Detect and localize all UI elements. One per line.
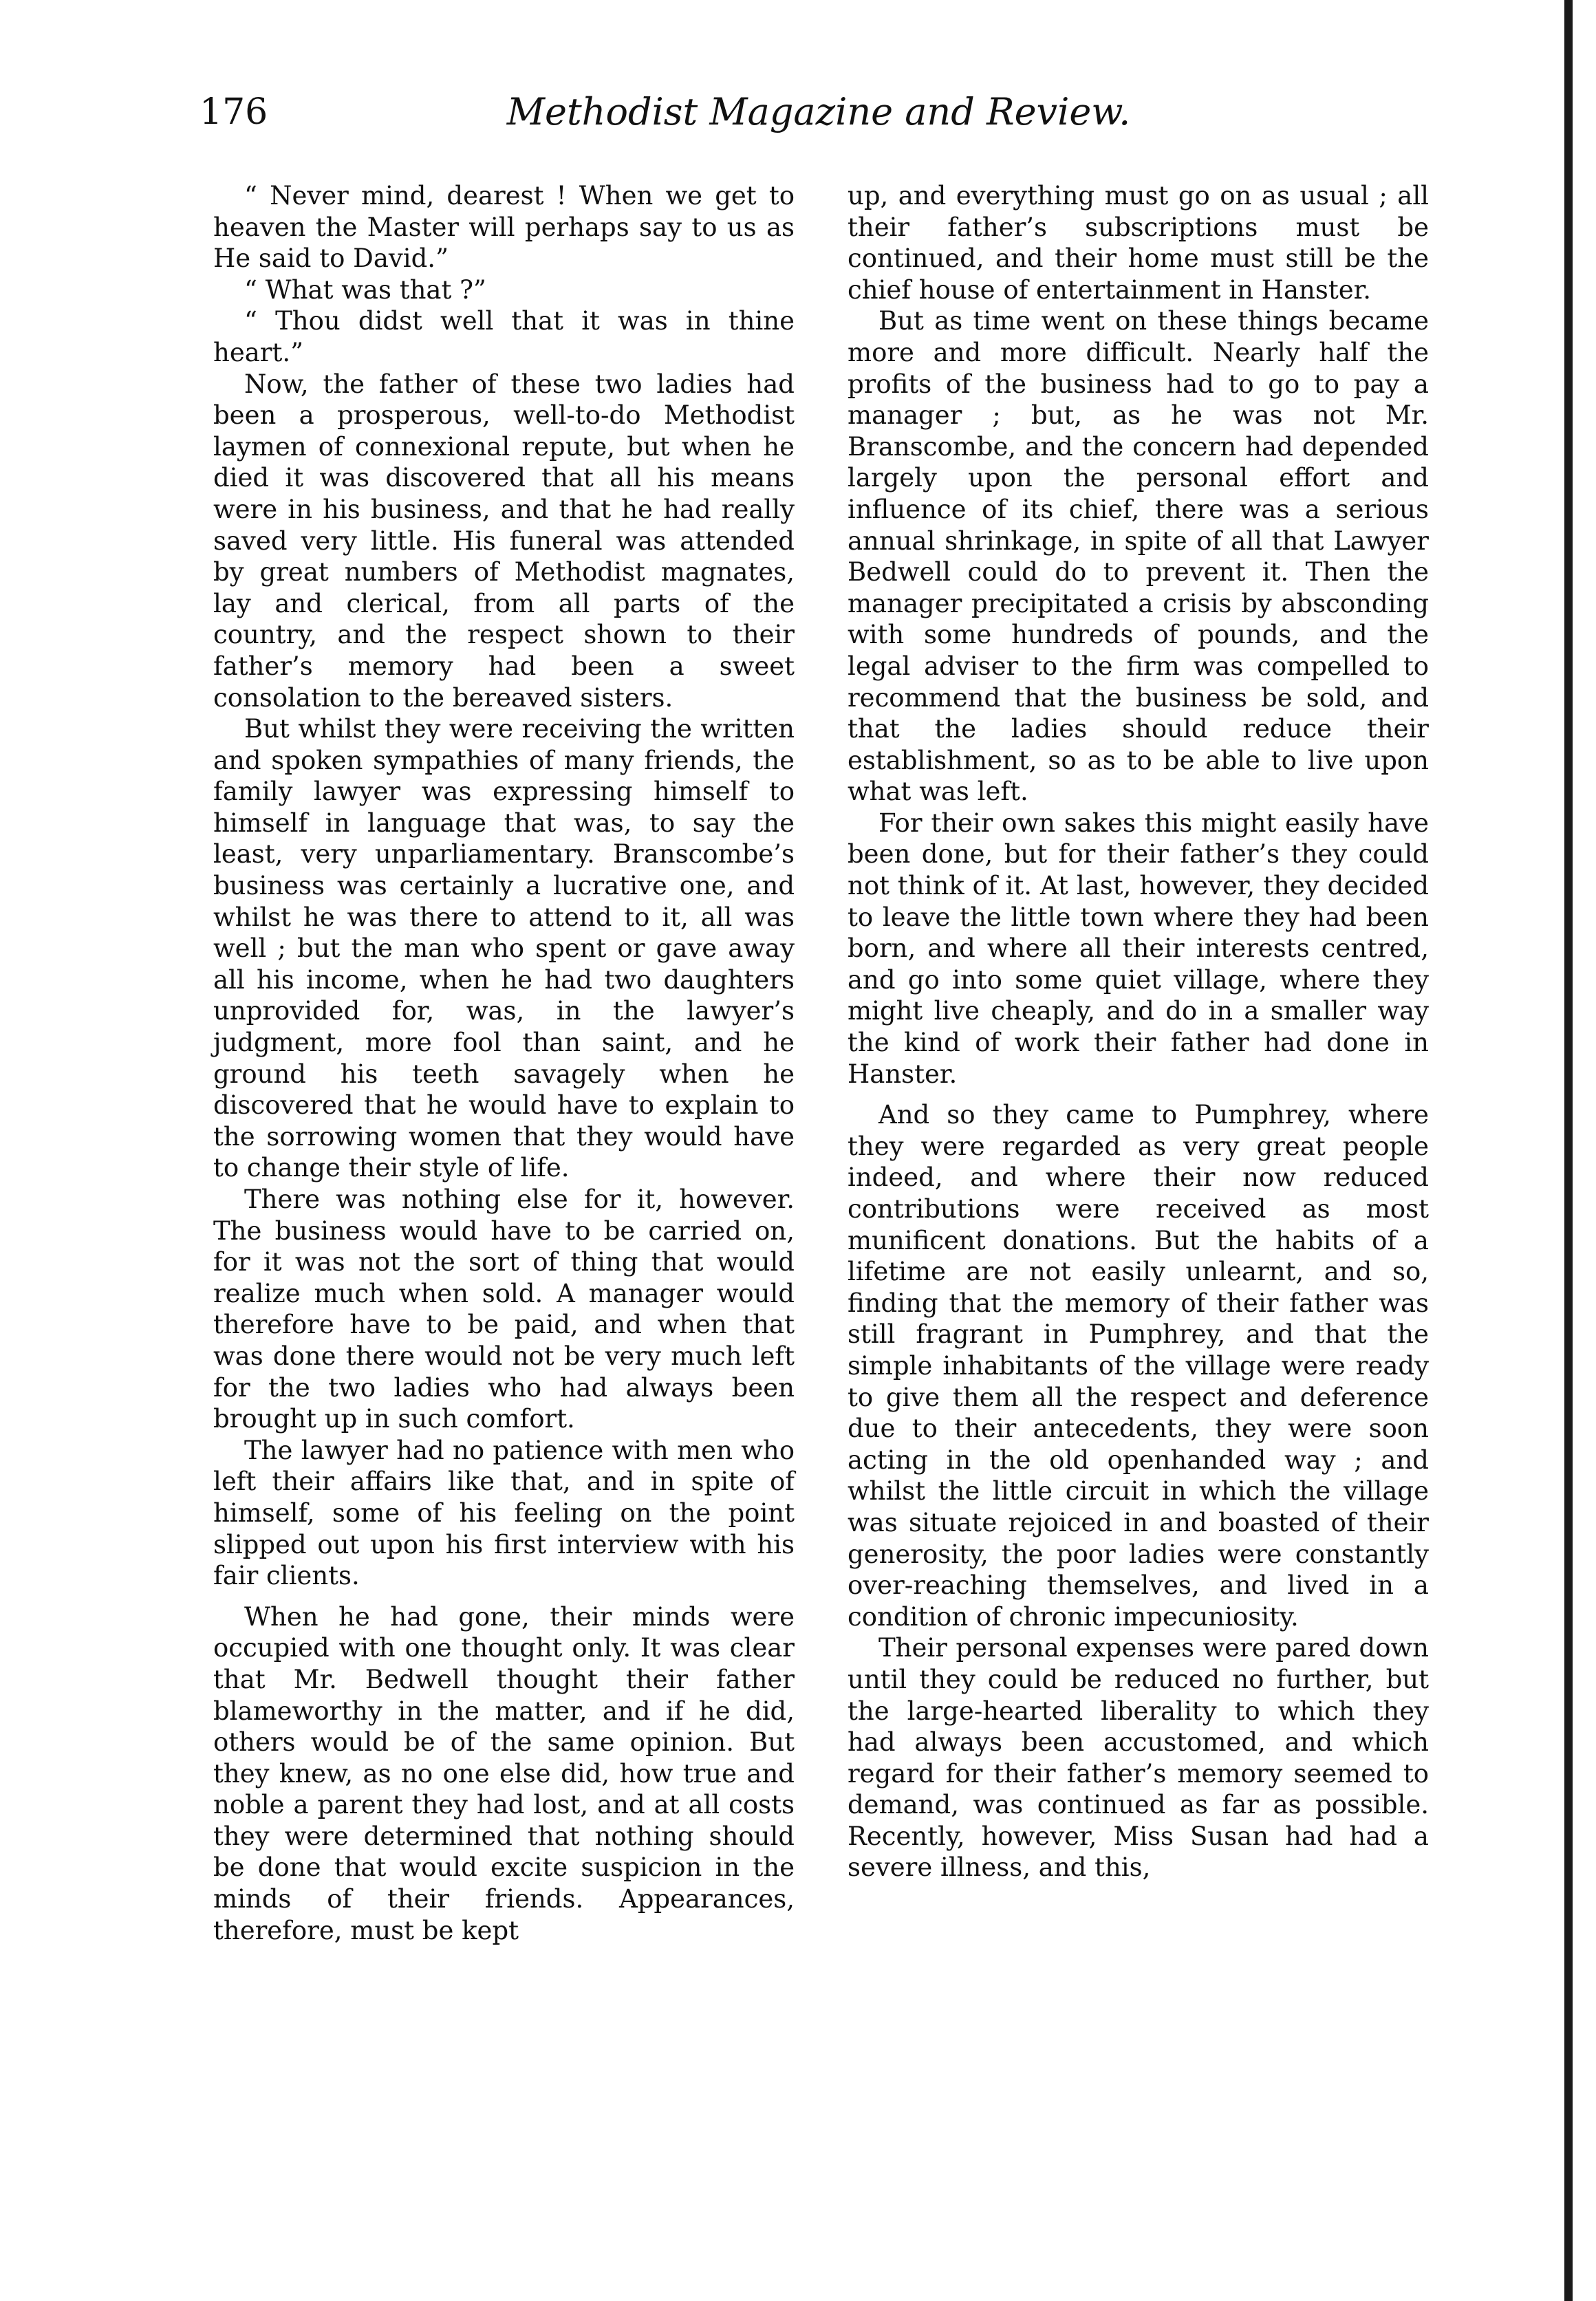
page-number: 176 [200, 91, 268, 133]
paragraph: “ Thou didst well that it was in thine heart.” [213, 306, 795, 367]
running-header [200, 88, 1438, 136]
paragraph: When he had gone, their minds were occupied with one thought only. It was clear that Mr. Bedwell thought their father blameworthy in the matter, and if he did, others would be of the same opinion. But they knew, as no one else did, how true and noble a parent they had lost, and at all costs they were determined that nothing should be done that would excite suspicion in the minds of their friends. Appearances, therefore, must be kept [213, 1601, 795, 1945]
binding-edge [1564, 0, 1573, 2301]
paragraph: But as time went on these things became more and more difficult. Nearly half the profits of the business had to go to pay a manager ; but, as he was not Mr. Branscombe, and the concern had depended largely upon the personal effort and influence of its chief, there was a serious annual shrinkage, in spite of all that Lawyer Bedwell could do to prevent it. Then the manager precipitated a crisis by absconding with some hundreds of pounds, and the legal adviser to the firm was compelled to recommend that the business be sold, and that the ladies should reduce their establishment, so as to be able to live upon what was left. [848, 306, 1429, 807]
paragraph-continued: up, and everything must go on as usual ; all their father’s subscriptions must be continued, and their home must still be the chief house of entertainment in Hanster. [848, 181, 1429, 305]
running-title: Methodist Magazine and Review. [506, 90, 1131, 133]
paragraph: The lawyer had no patience with men who left their affairs like that, and in spite of himself, some of his feeling on the point slipped out upon his first interview with his fair clients. [213, 1435, 795, 1591]
paragraph: There was nothing else for it, however. The business would have to be carried on, for it was not the sort of thing that would realize much when sold. A manager would therefore have to be paid, and when that was done there would not be very much left for the two ladies who had always been brought up in such comfort. [213, 1185, 795, 1434]
paragraph: Now, the father of these two ladies had been a prosperous, well-to-do Methodist laymen of connexional repute, but when he died it was discovered that all his means were in his business, and that he had really saved very little. His funeral was attended by great numbers of Methodist magnates, lay and clerical, from all parts of the country, and the respect shown to their father’s memory had been a sweet consolation to the bereaved sisters. [213, 369, 795, 713]
paragraph: For their own sakes this might easily have been done, but for their father’s they could not think of it. At last, however, they decided to leave the little town where they had been born, and where all their interests centred, and go into some quiet village, where they might live cheaply, and do in a smaller way the kind of work their father had done in Hanster. [848, 808, 1429, 1089]
paragraph: “ Never mind, dearest ! When we get to heaven the Master will perhaps say to us as He said to David.” [213, 181, 795, 274]
paragraph: Their personal expenses were pared down until they could be reduced no further, but the large-hearted liberality to which they had always been accustomed, and which regard for their father’s memory seemed to demand, was continued as far as possible. Recently, however, Miss Susan had had a severe illness, and this, [848, 1633, 1429, 1883]
left-column [213, 180, 795, 1946]
paragraph: “ What was that ?” [244, 274, 486, 305]
paragraph: And so they came to Pumphrey, where they were regarded as very great people indeed, and where their now reduced contributions were received as most munificent donations. But the habits of a lifetime are not easily unlearnt, and so, finding that the memory of their father was still fragrant in Pumphrey, and that the simple inhabitants of the village were ready to give them all the respect and deference due to their antecedents, they were soon acting in the old openhanded way ; and whilst the little circuit in which the village was situate rejoiced in and boasted of their generosity, the poor ladies were constantly over-reaching themselves, and lived in a condition of chronic impecuniosity. [848, 1100, 1429, 1632]
paragraph: But whilst they were receiving the written and spoken sympathies of many friends, the family lawyer was expressing himself to himself in language that was, to say the least, very unparliamentary. Branscombe’s business was certainly a lucrative one, and whilst he was there to attend to it, all was well ; but the man who spent or gave away all his income, when he had two daughters unprovided for, was, in the lawyer’s judgment, more fool than saint, and he ground his teeth savagely when he discovered that he would have to explain to the sorrowing women that they would have to change their style of life. [213, 714, 795, 1183]
right-column [848, 180, 1429, 1883]
